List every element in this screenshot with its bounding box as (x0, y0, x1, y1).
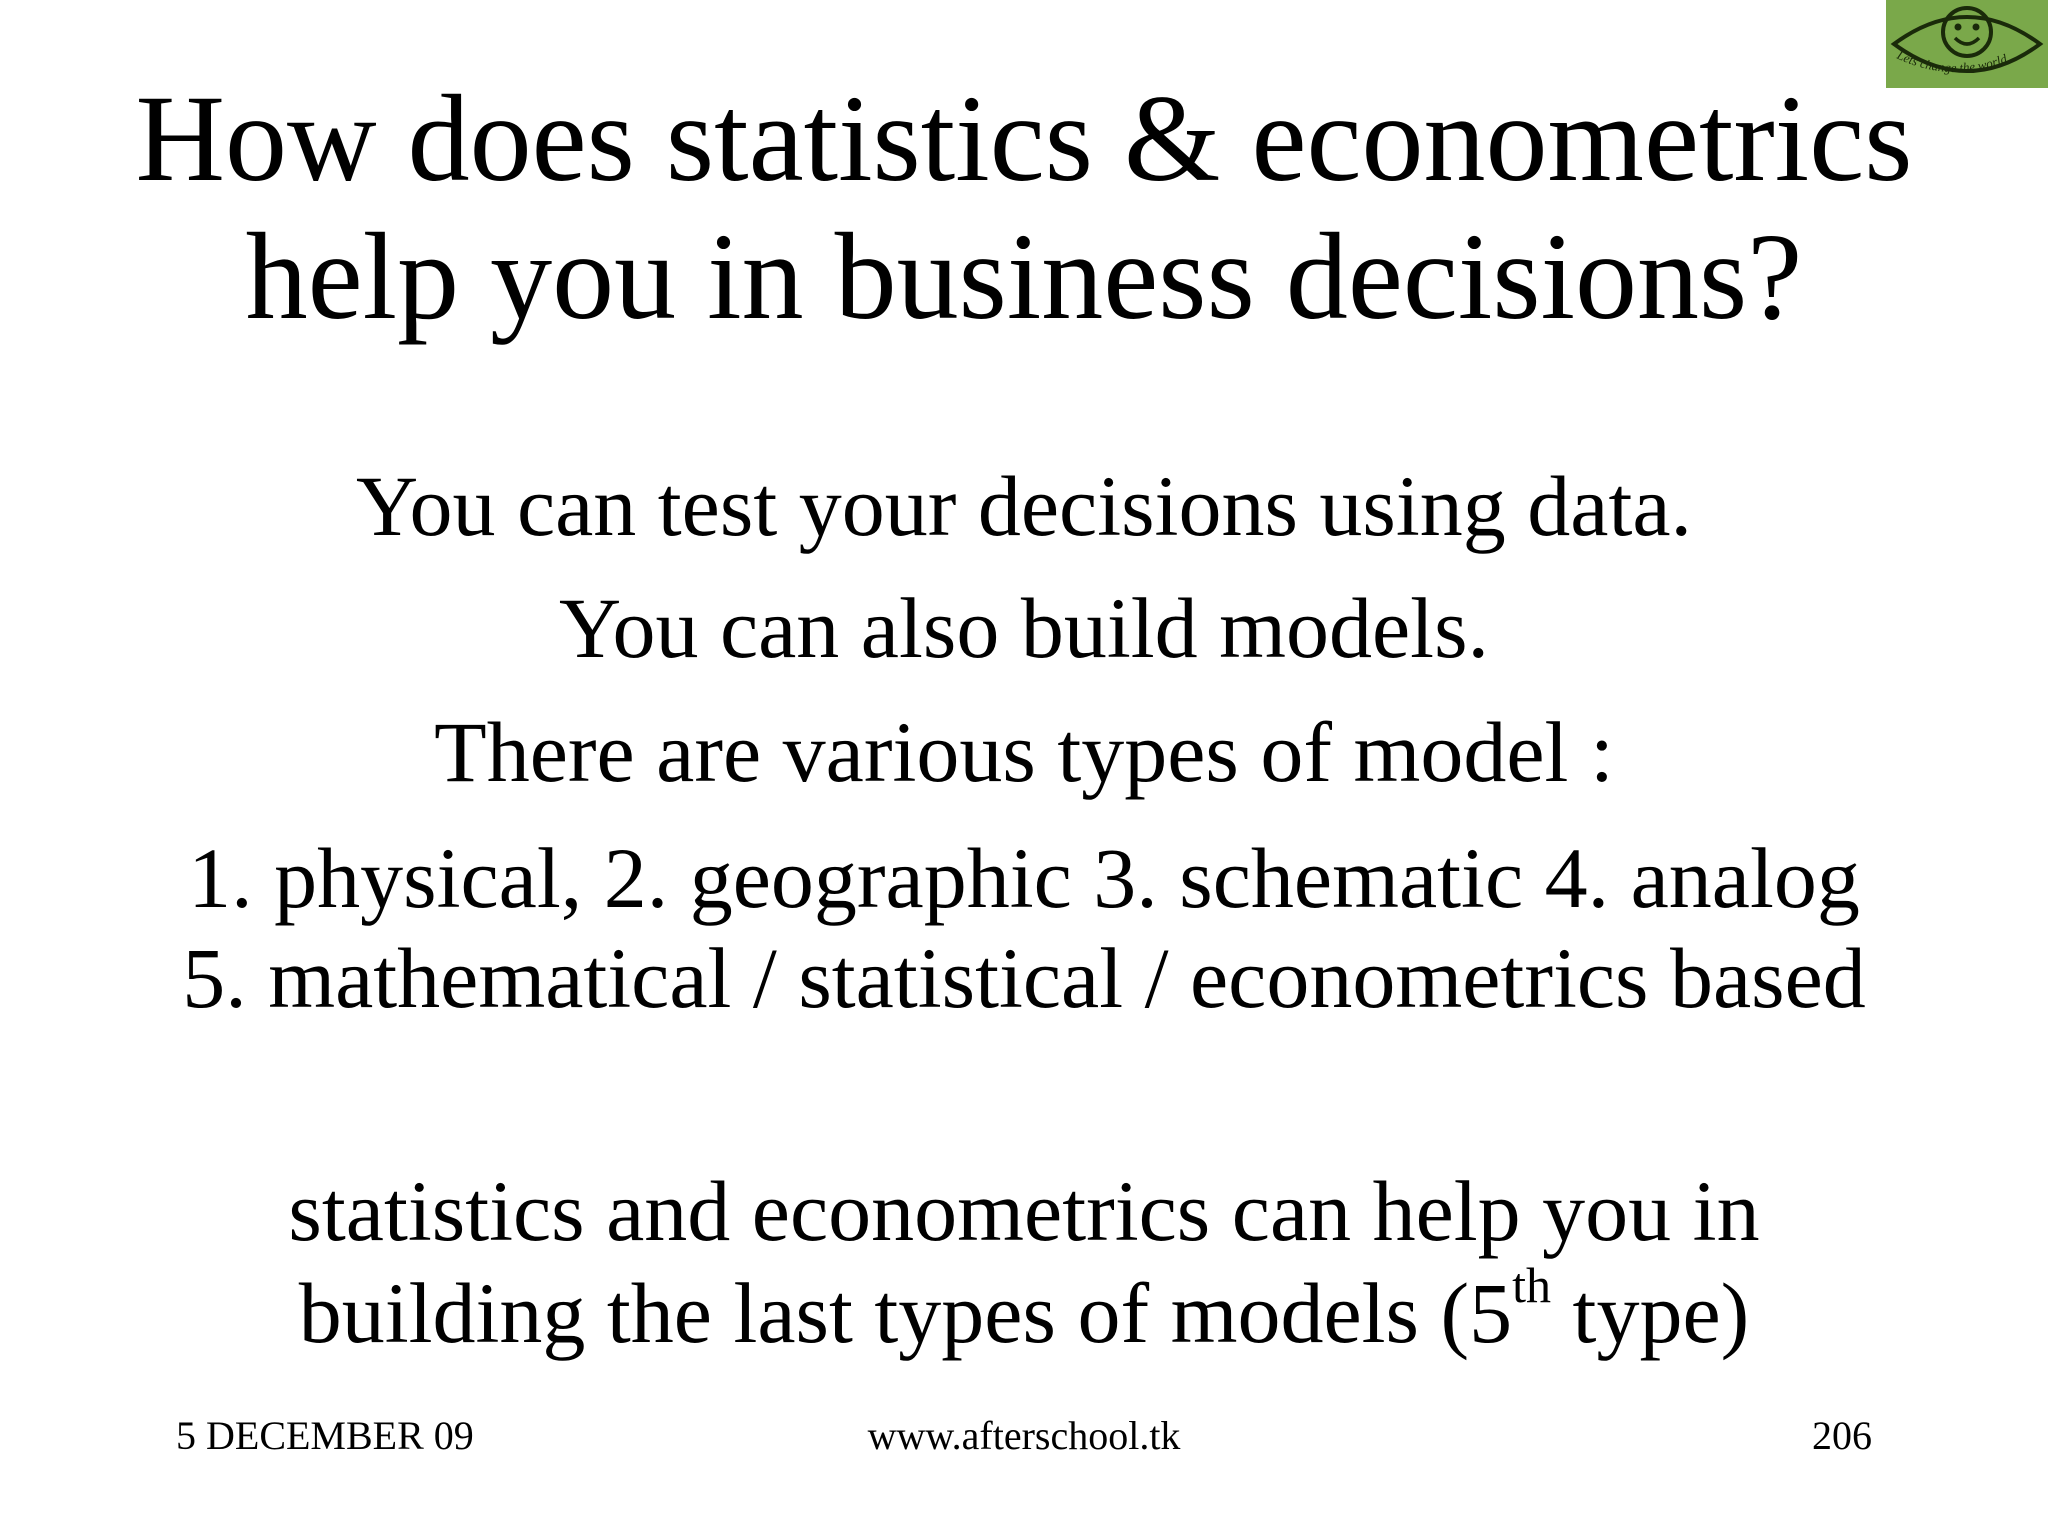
paragraph-5-text: statistics and econometrics can help you in building the last types of models (5 (288, 1163, 1760, 1361)
footer-date: 5 DECEMBER 09 (176, 1413, 474, 1458)
page-number: 206 (1812, 1413, 1872, 1458)
body-paragraph-3: There are various types of model : (434, 704, 1614, 800)
body-paragraph-5 (140, 1160, 1908, 1364)
ordinal-superscript: th (1512, 1257, 1552, 1314)
paragraph-5-tail: type) (1551, 1265, 1750, 1361)
body-paragraph-2: You can also build models. (558, 580, 1490, 676)
slide-title: How does statistics & econometrics help you in business decisions? (135, 70, 1913, 345)
footer-website: www.afterschool.tk (867, 1413, 1181, 1458)
body-paragraph-1: You can test your decisions using data. (355, 458, 1693, 554)
model-types-list: 1. physical, 2. geographic 3. schematic 4. analog 5. mathematical / statistical / econometrics based (182, 830, 1866, 1026)
logo-tagline: Lets change the world (1894, 47, 2009, 76)
